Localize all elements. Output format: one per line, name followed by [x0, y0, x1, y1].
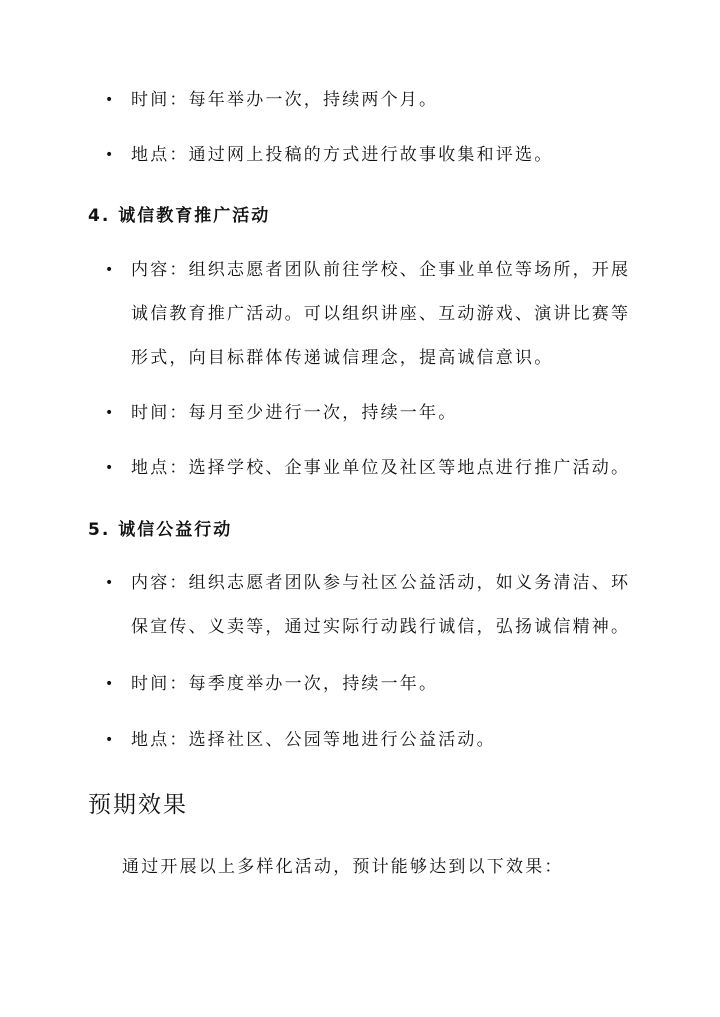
bullet-dot: • [105, 575, 114, 591]
bullet-line: 内容：组织志愿者团队参与社区公益活动，如义务清洁、环 [131, 573, 631, 593]
bullet-text [131, 561, 631, 649]
bullet-text [131, 391, 631, 435]
bullet-line: 时间：每季度举办一次，持续一年。 [131, 674, 439, 694]
bullet-line: 保宣传、义卖等，通过实际行动践行诚信，弘扬诚信精神。 [131, 617, 631, 637]
bullet-dot: • [105, 147, 114, 163]
bullet-dot: • [105, 262, 114, 278]
bullet-dot: • [105, 92, 114, 108]
bullet-line: 内容：组织志愿者团队前往学校、企事业单位等场所，开展 [131, 260, 631, 280]
bullet-line: 时间：每月至少进行一次，持续一年。 [131, 403, 458, 423]
bullet-text [131, 718, 631, 762]
bullet-text [131, 133, 631, 177]
bullet-text [131, 662, 631, 706]
bullet-dot: • [105, 460, 114, 476]
bullet-line: 地点：通过网上投稿的方式进行故事收集和评选。 [131, 145, 554, 165]
section-heading-expected-effects: 预期效果 [88, 792, 188, 818]
bullet-dot: • [105, 405, 114, 421]
bullet-line: 地点：选择社区、公园等地进行公益活动。 [131, 730, 496, 750]
bullet-line: 诚信教育推广活动。可以组织讲座、互动游戏、演讲比赛等 [131, 304, 631, 324]
subheading-5: 5. 诚信公益行动 [88, 520, 233, 540]
bullet-line: 地点：选择学校、企事业单位及社区等地点进行推广活动。 [131, 458, 631, 478]
bullet-text [131, 446, 631, 490]
bullet-text [131, 78, 631, 122]
bullet-dot: • [105, 732, 114, 748]
subheading-4: 4. 诚信教育推广活动 [88, 206, 271, 226]
bullet-line: 形式，向目标群体传递诚信理念，提高诚信意识。 [131, 348, 554, 368]
bullet-line: 时间：每年举办一次，持续两个月。 [131, 90, 439, 110]
bullet-dot: • [105, 676, 114, 692]
bullet-text [131, 248, 631, 380]
paragraph-intro: 通过开展以上多样化活动，预计能够达到以下效果： [122, 857, 564, 877]
